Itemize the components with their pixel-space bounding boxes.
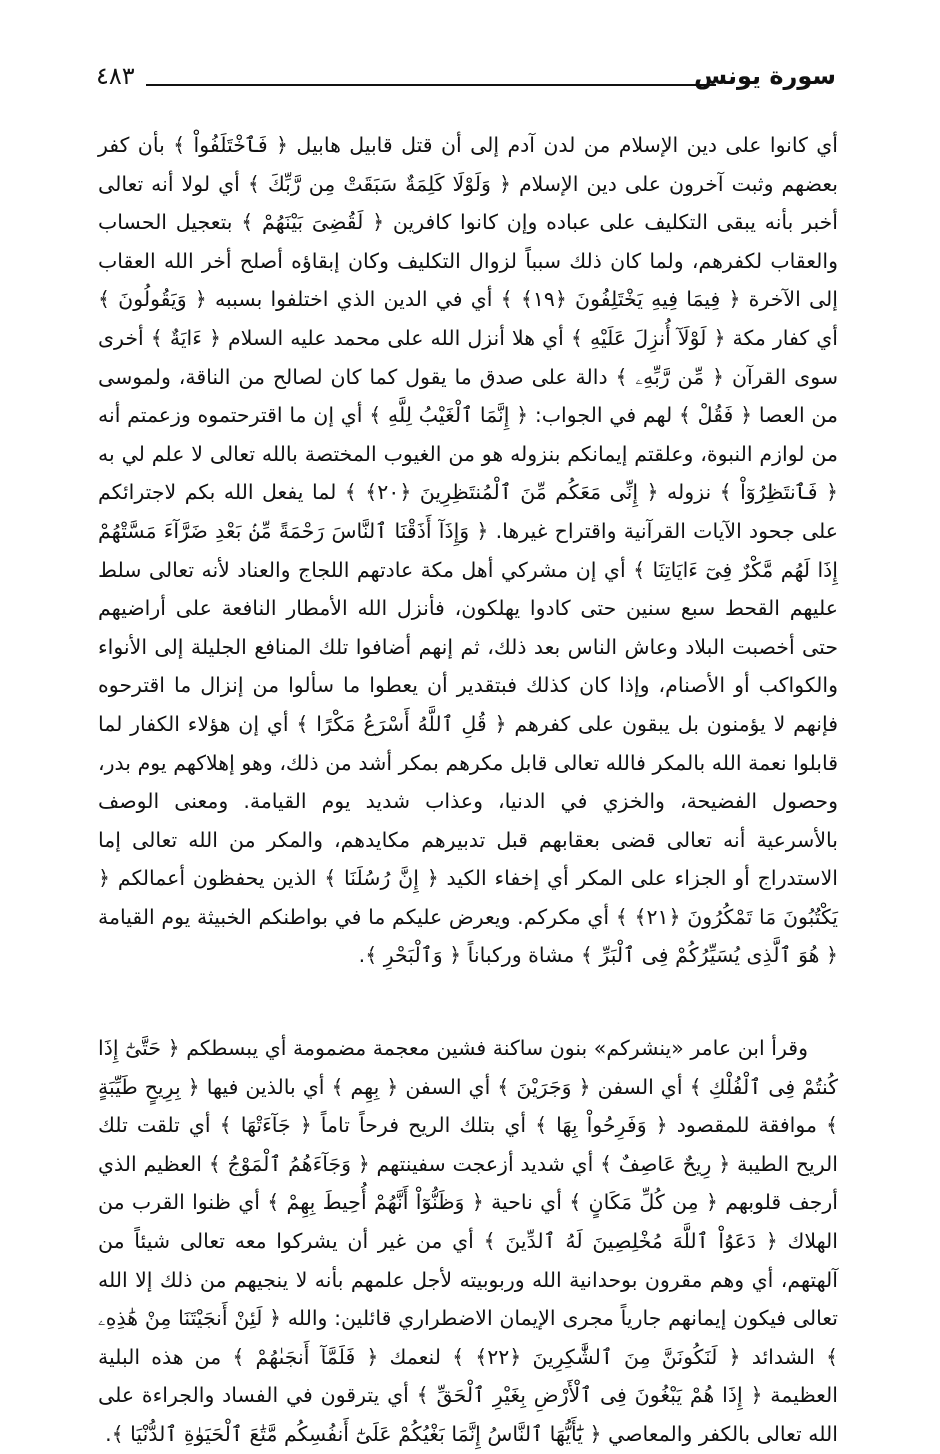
paragraph-1: أي كانوا على دين الإسلام من لدن آدم إلى أن قتل قابيل هابيل ﴿ فَٱخْتَلَفُواْ ﴾ بأن كفر بعضهم وثبت آخرون على دين الإسلام ﴿ وَلَوْلَا كَلِمَةٌ سَبَقَتْ مِن رَّبِّكَ ﴾ أي لولا أنه تعالى أخبر بأنه يبقى التكليف على عباده وإن كانوا كافرين ﴿ لَقُضِىَ بَيْنَهُمْ ﴾ بتعجيل الحساب والعقاب لكفرهم، ولما كان ذلك سبباً لزوال التكليف وكان إبقاؤه أصلح أخر الله العقاب إلى الآخرة ﴿ فِيمَا فِيهِ يَخْتَلِفُونَ ﴿١٩﴾ ﴾ أي في الدين الذي اختلفوا بسببه ﴿ وَيَقُولُونَ ﴾ أي كفار مكة ﴿ لَوْلَآ أُنزِلَ عَلَيْهِ ﴾ أي هلا أنزل الله على محمد عليه السلام ﴿ ءَايَةٌ ﴾ أخرى سوى القرآن ﴿ مِّن رَّبِّهِۦ ﴾ دالة على صدق ما يقول كما كان لصالح من الناقة، ولموسى من العصا ﴿ فَقُلْ ﴾ لهم في الجواب: ﴿ إِنَّمَا ٱلْغَيْبُ لِلَّهِ ﴾ أي إن ما اقترحتموه وزعمتم أنه من لوازم النبوة، وعلقتم إيمانكم بنزوله هو من الغيوب المختصة بالله تعالى لا علم لي به ﴿ فَٱنتَظِرُوٓاْ ﴾ نزوله ﴿ إِنِّى مَعَكُم مِّنَ ٱلْمُنتَظِرِينَ ﴿٢٠﴾ ﴾ لما يفعل الله بكم لاجترائكم على جحود الآيات القرآنية واقتراح غيرها. ﴿ وَإِذَآ أَذَقْنَا ٱلنَّاسَ رَحْمَةً مِّنۢ بَعْدِ ضَرَّآءَ مَسَّتْهُمْ إِذَا لَهُم مَّكْرٌ فِىٓ ءَايَاتِنَا ﴾ أي إن مشركي أهل مكة عادتهم اللجاج والعناد لأنه تعالى سلط عليهم القحط سبع سنين حتى كادوا يهلكون، فأنزل الله الأمطار النافعة على أراضيهم حتى أخصبت البلاد وعاش الناس بعد ذلك، ثم إنهم أضافوا تلك المنافع الجليلة إلى الأنواء والكواكب أو الأصنام، وإذا كان كذلك فبتقدير أن يعطوا ما سألوا من إنزال ما اقترحوه فإنهم لا يؤمنون بل يبقون على كفرهم ﴿ قُلِ ٱللَّهُ أَسْرَعُ مَكْرًا ﴾ أي إن هؤلاء الكفار لما قابلوا نعمة الله بالمكر فالله تعالى قابل مكرهم بمكر أشد من ذلك، وهو إهلاكهم يوم بدر، وحصول الفضيحة، والخزي في الدنيا، وعذاب شديد يوم القيامة. ومعنى الوصف بالأسرعية أنه تعالى قضى بعقابهم قبل تدبيرهم مكايدهم، والمكر من الله تعالى إما الاستدراج أو الجزاء على المكر أي إخفاء الكيد ﴿ إِنَّ رُسُلَنَا ﴾ الذين يحفظون أعمالكم ﴿ يَكْتُبُونَ مَا تَمْكُرُونَ ﴿٢١﴾ ﴾ أي مكركم. ويعرض عليكم ما في بواطنكم الخبيثة يوم القيامة ﴿ هُوَ ٱلَّذِى يُسَيِّرُكُمْ فِى ٱلْبَرِّ ﴾ مشاة وركباناً ﴿ وَٱلْبَحْرِ ﴾. — [98, 133, 839, 968]
page-number: ٤٨٣ — [96, 62, 135, 90]
running-header — [96, 58, 836, 98]
header-rule — [146, 84, 716, 86]
paragraph-spacer — [98, 975, 838, 1029]
surah-title: سورة يونس — [694, 62, 836, 90]
commentary-body — [98, 126, 838, 1454]
paragraph-2: وقرأ ابن عامر «ينشركم» بنون ساكنة فشين معجمة مضمومة أي يبسطكم ﴿ حَتَّىٰٓ إِذَا كُنتُمْ فِى ٱلْفُلْكِ ﴾ أي السفن ﴿ وَجَرَيْنَ ﴾ أي السفن ﴿ بِهِم ﴾ أي بالذين فيها ﴿ بِرِيحٍ طَيِّبَةٍ ﴾ موافقة للمقصود ﴿ وَفَرِحُواْ بِهَا ﴾ أي بتلك الريح فرحاً تاماً ﴿ جَآءَتْهَا ﴾ أي تلقت تلك الريح الطيبة ﴿ رِيحٌ عَاصِفٌ ﴾ أي شديد أزعجت سفينتهم ﴿ وَجَآءَهُمُ ٱلْمَوْجُ ﴾ العظيم الذي أرجف قلوبهم ﴿ مِن كُلِّ مَكَانٍ ﴾ أي ناحية ﴿ وَظَنُّوٓاْ أَنَّهُمْ أُحِيطَ بِهِمْ ﴾ أي ظنوا القرب من الهلاك ﴿ دَعَوُاْ ٱللَّهَ مُخْلِصِينَ لَهُ ٱلدِّينَ ﴾ أي من غير أن يشركوا معه تعالى شيئاً من آلهتهم، أي وهم مقرون بوحدانية الله وربوبيته لأجل علمهم بأنه لا ينجيهم من ذلك إلا الله تعالى فيكون إيمانهم جارياً مجرى الإيمان الاضطراري قائلين: والله ﴿ لَئِنْ أَنجَيْتَنَا مِنْ هَٰذِهِۦ ﴾ الشدائد ﴿ لَنَكُونَنَّ مِنَ ٱلشَّٰكِرِينَ ﴿٢٢﴾ ﴾ لنعمك ﴿ فَلَمَّآ أَنجَىٰهُمْ ﴾ من هذه البلية العظيمة ﴿ إِذَا هُمْ يَبْغُونَ فِى ٱلْأَرْضِ بِغَيْرِ ٱلْحَقِّ ﴾ أي يترقون في الفساد والجراءة على الله تعالى بالكفر والمعاصي ﴿ يَٰٓأَيُّهَا ٱلنَّاسُ إِنَّمَا بَغْيُكُمْ عَلَىٰٓ أَنفُسِكُم مَّتَٰعَ ٱلْحَيَوٰةِ ٱلدُّنْيَا ﴾. — [98, 1036, 838, 1446]
